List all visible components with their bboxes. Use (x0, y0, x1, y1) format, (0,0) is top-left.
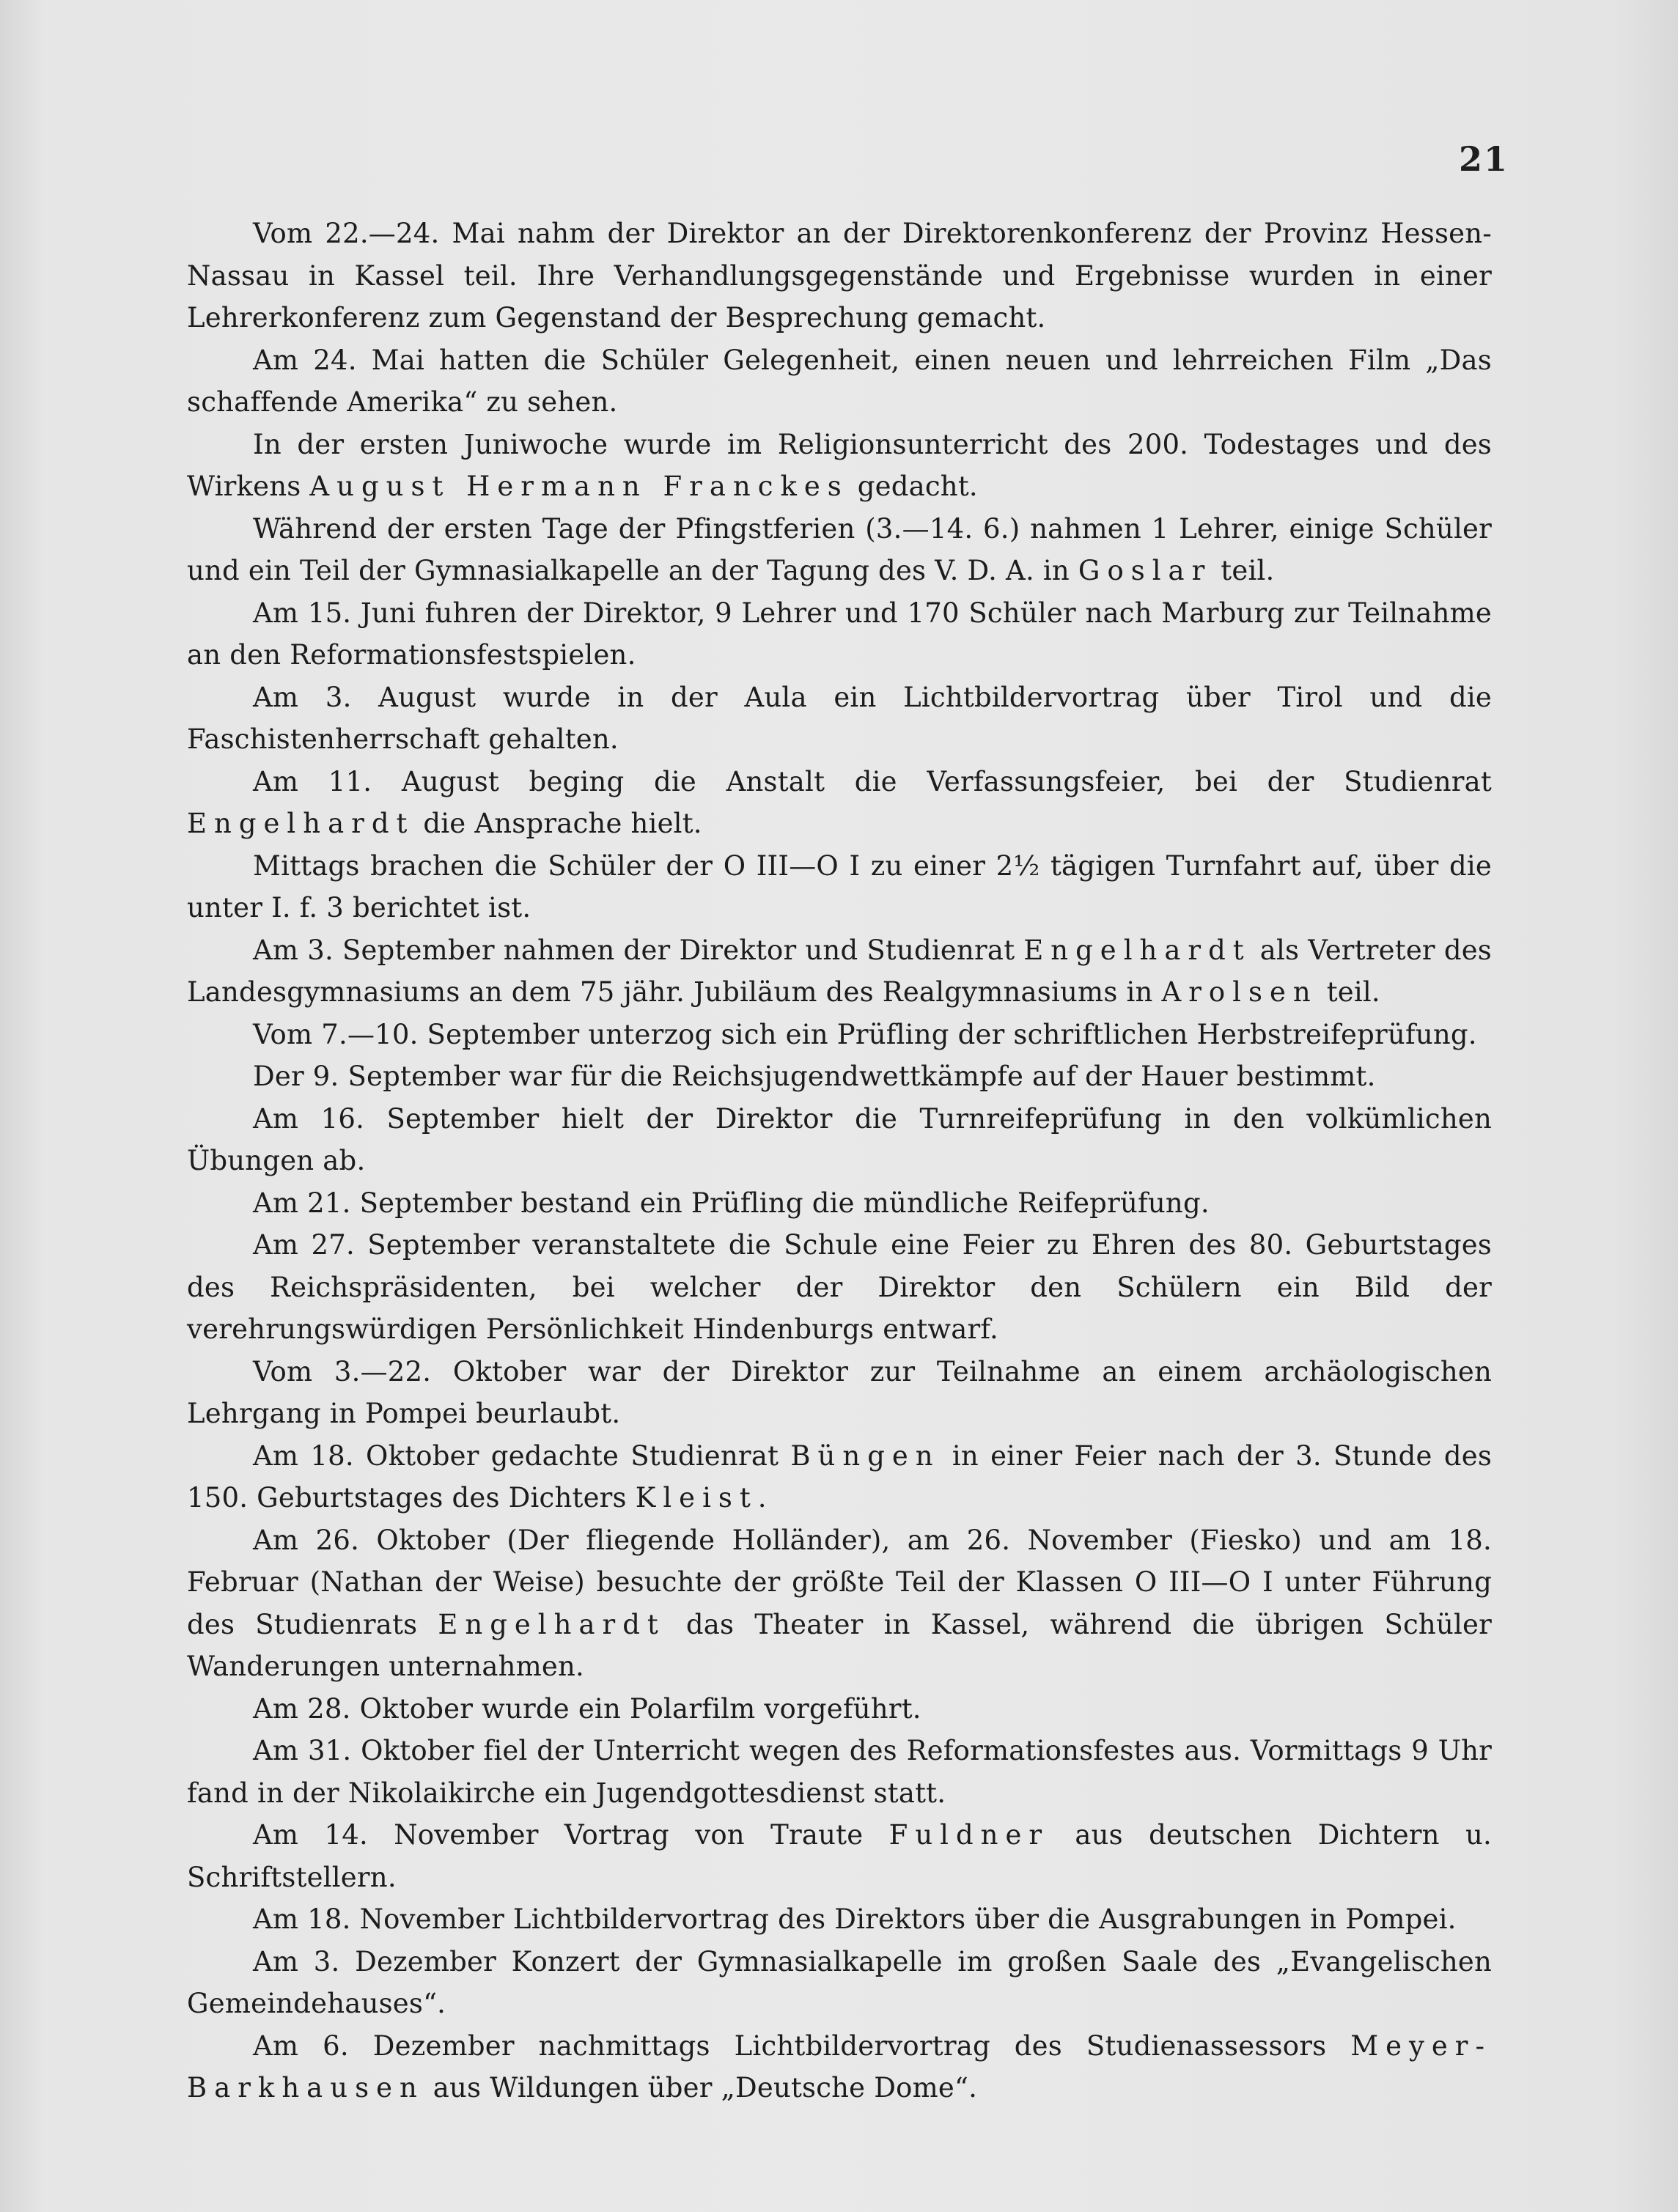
spaced-name: Kleist (635, 1482, 758, 1514)
paragraph-text: Mittags brachen die Schüler der O III—O I zu einer 2½ tägigen Turnfahrt auf, über die unter I. f. 3 berichtet ist. (187, 849, 1492, 923)
paragraph-text: Am 3. September nahmen der Direktor und Studienrat (253, 934, 1024, 966)
paragraph (187, 1814, 1492, 1898)
paragraph-text: als Vertreter des Landesgymnasiums an dem 75 jähr. Jubiläum des Realgymnasiums in (187, 934, 1492, 1008)
paragraph-text: teil. (1317, 976, 1380, 1008)
spaced-name: Meyer-Barkhausen (187, 2029, 1492, 2104)
paragraph (187, 1519, 1492, 1688)
paragraph-text: Der 9. September war für die Reichsjugendwettkämpfe auf der Hauer bestimmt. (253, 1061, 1376, 1092)
body-text (187, 213, 1492, 2109)
spaced-name: Engelhardt (187, 808, 415, 839)
paragraph-text: Am 3. Dezember Konzert der Gymnasialkapelle im großen Saale des „Evangelischen Gemeindehauses“. (187, 1945, 1492, 2019)
paragraph (187, 1941, 1492, 2025)
paragraph-text: aus deutschen Dichtern u. Schriftstellern. (187, 1819, 1492, 1893)
paragraph-text: Am 31. Oktober fiel der Unterricht wegen des Reformationsfestes aus. Vormittags 9 Uhr fand in der Nikolaikirche ein Jugendgottesdienst statt. (187, 1735, 1492, 1809)
paragraph (187, 1435, 1492, 1519)
paragraph-text: Während der ersten Tage der Pfingstferien (3.—14. 6.) nahmen 1 Lehrer, einige Schüler und ein Teil der Gymnasialkapelle an der Tagung des V. D. A. in (187, 512, 1492, 586)
paragraph (187, 676, 1492, 761)
paragraph (187, 1688, 1492, 1730)
paragraph-text: Am 6. Dezember nachmittags Lichtbildervortrag des Studienassessors (253, 2029, 1351, 2062)
paragraph-text: Am 21. September bestand ein Prüfling die mündliche Reifeprüfung. (253, 1187, 1210, 1219)
paragraph-text: teil. (1212, 555, 1275, 586)
paragraph-text: Am 27. September veranstaltete die Schule eine Feier zu Ehren des 80. Geburtstages des Reichspräsidenten, bei welcher der Direktor den Schülern ein Bild der verehrungswürdigen Persönlichkeit Hindenburgs entwarf. (187, 1229, 1492, 1345)
paragraph-text: Am 26. Oktober (Der fliegende Holländer), am 26. November (Fiesko) und am 18. Februar (Nathan der Weise) besuchte der größte Teil der Klassen O III—O I unter Führung des Studienrats (187, 1524, 1492, 1640)
paragraph-text: das Theater in Kassel, während die übrigen Schüler Wanderungen unternahmen. (187, 1608, 1493, 1682)
paragraph (187, 1224, 1492, 1351)
paragraph-text: Am 15. Juni fuhren der Direktor, 9 Lehrer und 170 Schüler nach Marburg zur Teilnahme an den Reformationsfestspielen. (187, 597, 1492, 671)
paragraph (187, 592, 1492, 676)
paragraph-text: In der ersten Juniwoche wurde im Religionsunterricht des 200. Todestages und des Wirkens (187, 428, 1492, 502)
paragraph (187, 213, 1492, 339)
spaced-name: Engelhardt (1023, 934, 1251, 966)
paragraph-text: Am 28. Oktober wurde ein Polarfilm vorgeführt. (253, 1692, 921, 1725)
paragraph-text: in einer Feier nach der 3. Stunde des 150. Geburtstages des Dichters (187, 1439, 1493, 1514)
paragraph-text: Am 16. September hielt der Direktor die Turnreifeprüfung in den volkümlichen Übungen ab. (187, 1102, 1492, 1176)
paragraph (187, 929, 1492, 1014)
paragraph (187, 424, 1492, 508)
paragraph-text: . (757, 1482, 767, 1514)
paragraph (187, 1182, 1492, 1225)
paragraph (187, 339, 1492, 424)
paragraph (187, 2025, 1492, 2109)
paragraph-text: Am 24. Mai hatten die Schüler Gelegenheit, einen neuen und lehrreichen Film „Das schaffende Amerika“ zu sehen. (187, 344, 1492, 418)
paragraph (187, 1730, 1492, 1814)
paragraph (187, 1351, 1492, 1435)
paragraph (187, 1055, 1492, 1098)
spaced-name: Fuldner (888, 1819, 1050, 1851)
spaced-name: August Hermann Franckes (309, 471, 849, 502)
paragraph-text: Vom 22.—24. Mai nahm der Direktor an der Direktorenkonferenz der Provinz Hessen-Nassau in Kassel teil. Ihre Verhandlungsgegenstände und Ergebnisse wurden in einer Lehrerkonferenz zum Gegenstand der Besprechung gemacht. (187, 218, 1492, 333)
paragraph-text: Am 18. Oktober gedachte Studienrat (253, 1439, 791, 1472)
paragraph (187, 761, 1492, 845)
paragraph (187, 1898, 1492, 1941)
spaced-name: Arolsen (1161, 976, 1318, 1008)
paragraph-text: Am 11. August beging die Anstalt die Verfassungsfeier, bei der Studienrat (253, 765, 1492, 797)
paragraph-text: Am 18. November Lichtbildervortrag des Direktors über die Ausgrabungen in Pompei. (253, 1903, 1457, 1935)
paragraph-text: Vom 3.—22. Oktober war der Direktor zur Teilnahme an einem archäologischen Lehrgang in Pompei beurlaubt. (187, 1355, 1492, 1429)
paragraph (187, 508, 1492, 592)
paragraph-text: gedacht. (848, 471, 978, 502)
paragraph (187, 845, 1492, 929)
paragraph-text: aus Wildungen über „Deutsche Dome“. (424, 2072, 978, 2104)
spaced-name: Goslar (1078, 555, 1212, 586)
paragraph-text: Vom 7.—10. September unterzog sich ein Prüfling der schriftlichen Herbstreifeprüfung. (253, 1018, 1477, 1050)
spaced-name: Büngen (790, 1439, 941, 1472)
paragraph (187, 1014, 1492, 1056)
paragraph-text: Am 14. November Vortrag von Traute (253, 1819, 889, 1851)
page-number: 21 (1459, 139, 1509, 179)
paragraph-text: die Ansprache hielt. (414, 808, 702, 839)
paragraph (187, 1098, 1492, 1182)
paragraph-text: Am 3. August wurde in der Aula ein Lichtbildervortrag über Tirol und die Faschistenherrschaft gehalten. (187, 681, 1492, 755)
spaced-name: Engelhardt (438, 1608, 666, 1640)
